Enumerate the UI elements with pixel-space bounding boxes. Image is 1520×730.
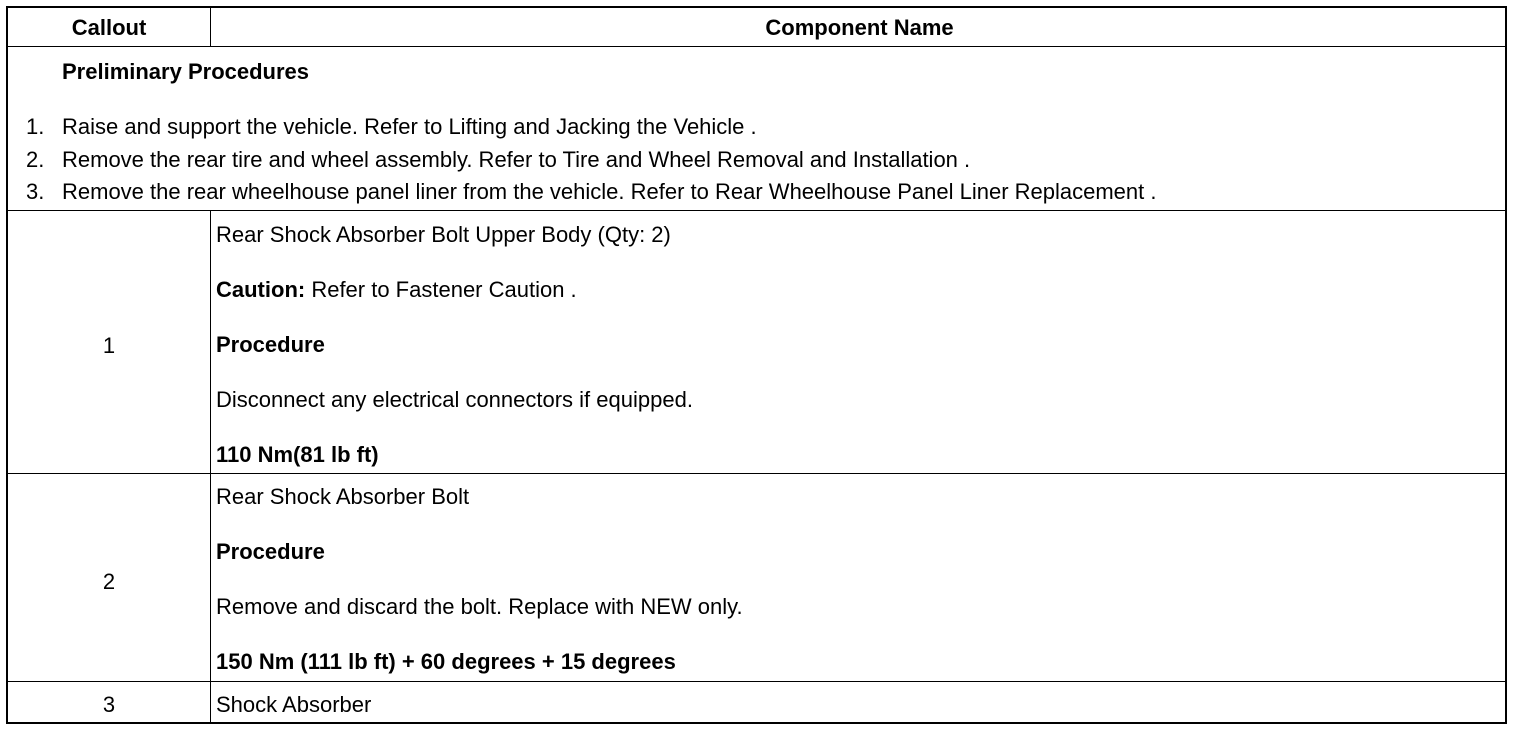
step-text: Remove the rear wheelhouse panel liner from the vehicle. Refer to Rear Wheelhouse Panel Liner Replacement . [62,179,1157,204]
callout-header: Callout [71,15,147,40]
caution-text: Refer to Fastener Caution . [305,277,577,302]
torque-spec: 150 Nm (111 lb ft) + 60 degrees + 15 degrees [216,649,676,674]
procedure-text: Disconnect any electrical connectors if equipped. [216,387,693,412]
torque-spec: 110 Nm(81 lb ft) [216,442,379,467]
preliminary-divider [8,210,1505,211]
component-name: Rear Shock Absorber Bolt [216,484,470,509]
header-divider [8,46,1505,47]
header-column-divider [210,8,211,46]
preliminary-title: Preliminary Procedures [62,59,310,84]
callout-number: 3 [102,692,116,717]
step-number: 2. [26,147,45,172]
column-divider [210,210,211,724]
component-name: Rear Shock Absorber Bolt Upper Body (Qty: 2) [216,222,671,247]
procedure-label: Procedure [216,539,325,564]
row1-divider [8,473,1505,474]
caution-label: Caution: [216,277,306,302]
step-text: Raise and support the vehicle. Refer to Lifting and Jacking the Vehicle . [62,114,757,139]
callout-number: 1 [102,333,116,358]
component-name: Shock Absorber [216,692,372,717]
procedure-table [6,6,1507,724]
row2-divider [8,681,1505,682]
caution-line [216,277,577,303]
procedure-label: Procedure [216,332,325,357]
step-number: 3. [26,179,45,204]
procedure-text: Remove and discard the bolt. Replace with NEW only. [216,594,743,619]
step-text: Remove the rear tire and wheel assembly. Refer to Tire and Wheel Removal and Installation . [62,147,971,172]
component-name-header: Component Name [765,15,954,40]
callout-number: 2 [102,569,116,594]
step-number: 1. [26,114,45,139]
